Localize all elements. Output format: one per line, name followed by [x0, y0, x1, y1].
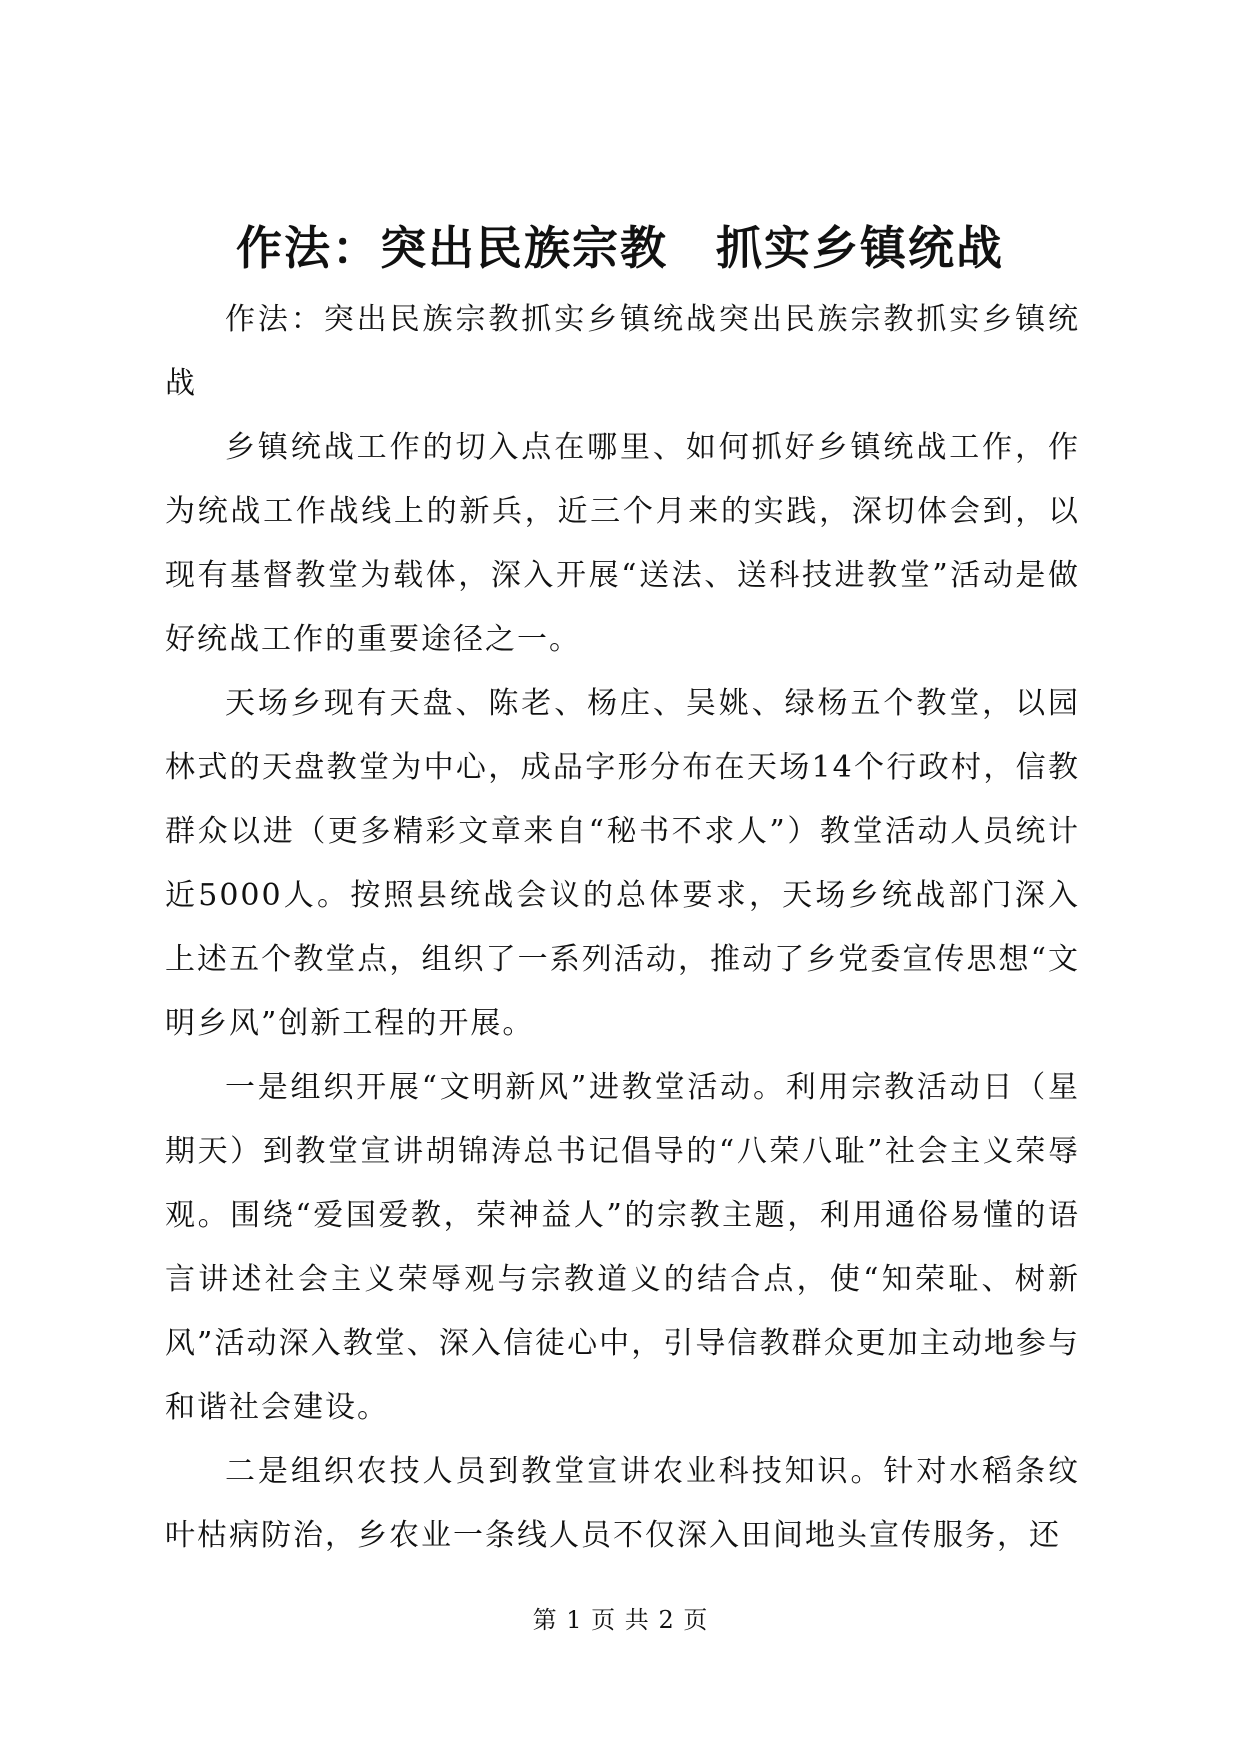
- paragraph-subtitle: 作法：突出民族宗教抓实乡镇统战突出民族宗教抓实乡镇统战: [165, 302, 1080, 401]
- paragraph: 天场乡现有天盘、陈老、杨庄、吴姚、绿杨五个教堂，以园林式的天盘教堂为中心，成品字形分布在天场14个行政村，信教群众以进（更多精彩文章来自“秘书不求人”）教堂活动人员统计近5000人。按照县统战会议的总体要求，天场乡统战部门深入上述五个教堂点，组织了一系列活动，推动了乡党委宣传思想“文明乡风”创新工程的开展。: [165, 686, 1080, 1041]
- document-body: [165, 288, 1080, 1568]
- page-footer: 第 1 页 共 2 页: [532, 1606, 709, 1634]
- paragraph: 乡镇统战工作的切入点在哪里、如何抓好乡镇统战工作，作为统战工作战线上的新兵，近三个月来的实践，深切体会到，以现有基督教堂为载体，深入开展“送法、送科技进教堂”活动是做好统战工作的重要途径之一。: [165, 430, 1080, 657]
- document-title: 作法：突出民族宗教 抓实乡镇统战: [236, 221, 1004, 275]
- paragraph: 二是组织农技人员到教堂宣讲农业科技知识。针对水稻条纹叶枯病防治，乡农业一条线人员不仅深入田间地头宣传服务，还: [165, 1454, 1080, 1553]
- paragraph: 一是组织开展“文明新风”进教堂活动。利用宗教活动日（星期天）到教堂宣讲胡锦涛总书记倡导的“八荣八耻”社会主义荣辱观。围绕“爱国爱教，荣神益人”的宗教主题，利用通俗易懂的语言讲述社会主义荣辱观与宗教道义的结合点，使“知荣耻、树新风”活动深入教堂、深入信徒心中，引导信教群众更加主动地参与和谐社会建设。: [165, 1070, 1080, 1425]
